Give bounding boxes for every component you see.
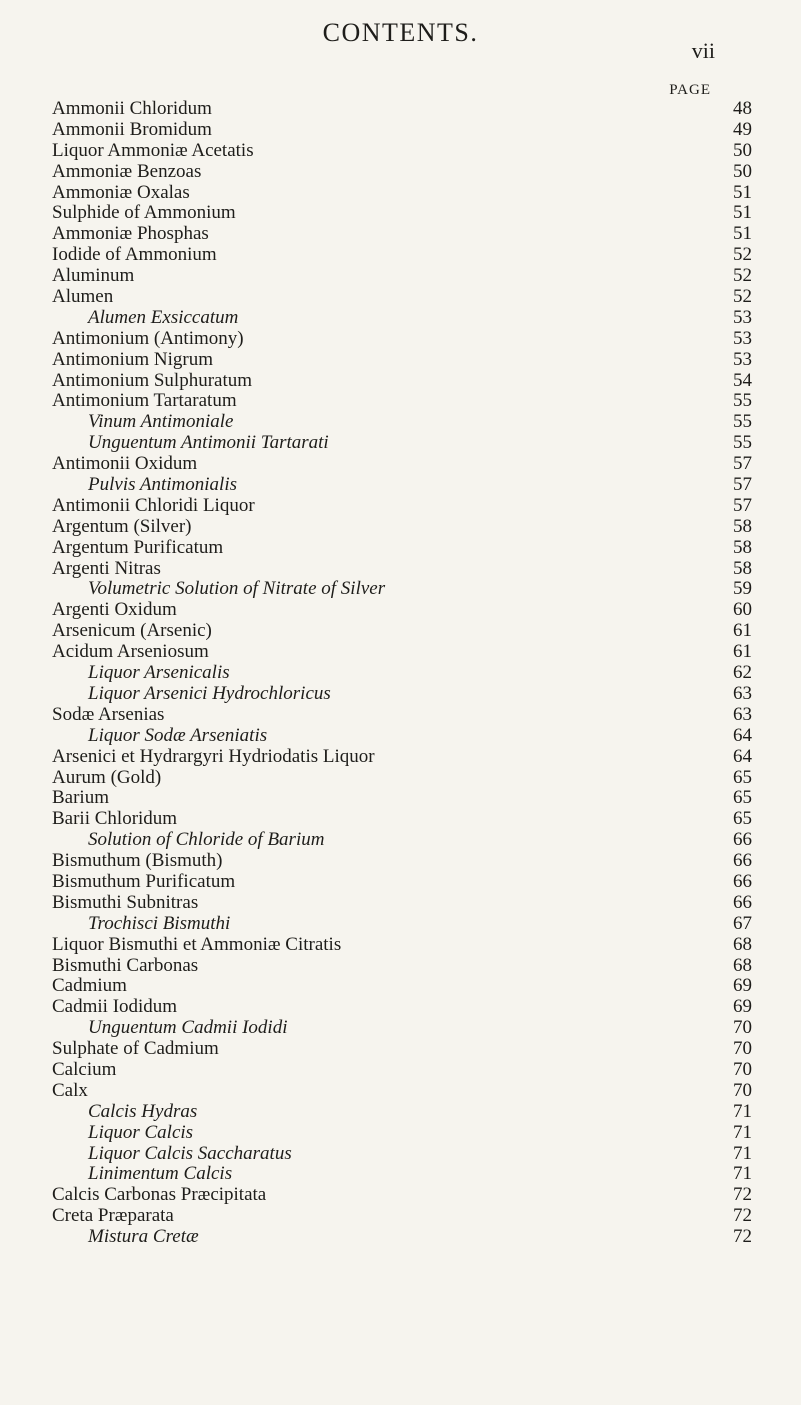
- contents-entry: [52, 997, 752, 1018]
- contents-entry: [52, 517, 752, 538]
- entry-title: Calx: [52, 1081, 94, 1102]
- contents-entry: [52, 162, 752, 183]
- entry-title: Aurum (Gold): [52, 768, 167, 789]
- entry-title: Mistura Cretæ: [88, 1227, 205, 1248]
- entry-title: Liquor Ammoniæ Acetatis: [52, 141, 260, 162]
- entry-title: Sulphide of Ammonium: [52, 203, 242, 224]
- entry-page-number: 65: [714, 768, 752, 789]
- entry-page-number: 52: [714, 287, 752, 308]
- entry-title: Antimonium Tartaratum: [52, 391, 243, 412]
- contents-entry: [52, 1081, 752, 1102]
- entry-page-number: 71: [714, 1123, 752, 1144]
- entry-page-number: 60: [714, 600, 752, 621]
- entry-title: Argentum Purificatum: [52, 538, 229, 559]
- entry-title: Ammoniæ Phosphas: [52, 224, 215, 245]
- entry-page-number: 68: [714, 935, 752, 956]
- entry-page-number: 71: [714, 1102, 752, 1123]
- entry-page-number: 64: [714, 726, 752, 747]
- contents-entry: [52, 391, 752, 412]
- contents-entry: [52, 538, 752, 559]
- contents-entry: [52, 872, 752, 893]
- contents-entry: [52, 705, 752, 726]
- contents-subentry: [52, 726, 752, 747]
- entry-title: Cadmium: [52, 976, 133, 997]
- entry-page-number: 64: [714, 747, 752, 768]
- page-column-label: PAGE: [669, 82, 711, 98]
- entry-page-number: 54: [714, 371, 752, 392]
- entry-page-number: 52: [714, 245, 752, 266]
- contents-entry: [52, 496, 752, 517]
- entry-title: Antimonium Nigrum: [52, 350, 219, 371]
- contents-subentry: [52, 1164, 752, 1185]
- entry-title: Linimentum Calcis: [88, 1164, 238, 1185]
- entry-title: Argenti Nitras: [52, 559, 167, 580]
- contents-list: [52, 99, 752, 1248]
- entry-title: Bismuthi Carbonas: [52, 956, 204, 977]
- entry-page-number: 48: [714, 99, 752, 120]
- entry-title: Barium: [52, 788, 115, 809]
- entry-title: Cadmii Iodidum: [52, 997, 183, 1018]
- entry-page-number: 69: [714, 997, 752, 1018]
- page-number: vii: [691, 38, 715, 63]
- entry-page-number: 59: [714, 579, 752, 600]
- entry-title: Liquor Sodæ Arseniatis: [88, 726, 273, 747]
- entry-page-number: 57: [714, 475, 752, 496]
- entry-page-number: 51: [714, 224, 752, 245]
- entry-title: Ammoniæ Benzoas: [52, 162, 207, 183]
- contents-entry: [52, 287, 752, 308]
- entry-page-number: 68: [714, 956, 752, 977]
- entry-title: Liquor Arsenicalis: [88, 663, 236, 684]
- entry-title: Antimonii Chloridi Liquor: [52, 496, 261, 517]
- contents-entry: [52, 1206, 752, 1227]
- contents-subentry: [52, 1102, 752, 1123]
- contents-subentry: [52, 1144, 752, 1165]
- contents-subentry: [52, 579, 752, 600]
- running-title: CONTENTS.: [322, 18, 479, 47]
- entry-page-number: 71: [714, 1164, 752, 1185]
- entry-title: Argenti Oxidum: [52, 600, 183, 621]
- entry-title: Solution of Chloride of Barium: [88, 830, 330, 851]
- contents-entry: [52, 120, 752, 141]
- contents-subentry: [52, 1123, 752, 1144]
- entry-title: Vinum Antimoniale: [88, 412, 239, 433]
- entry-title: Unguentum Cadmii Iodidi: [88, 1018, 294, 1039]
- entry-title: Argentum (Silver): [52, 517, 198, 538]
- contents-entry: [52, 1060, 752, 1081]
- entry-title: Liquor Arsenici Hydrochloricus: [88, 684, 337, 705]
- entry-page-number: 69: [714, 976, 752, 997]
- entry-title: Antimonii Oxidum: [52, 454, 203, 475]
- entry-title: Volumetric Solution of Nitrate of Silver: [88, 579, 391, 600]
- entry-page-number: 55: [714, 391, 752, 412]
- entry-title: Bismuthum (Bismuth): [52, 851, 229, 872]
- entry-page-number: 51: [714, 183, 752, 204]
- contents-subentry: [52, 914, 752, 935]
- entry-title: Ammoniæ Oxalas: [52, 183, 196, 204]
- entry-title: Antimonium (Antimony): [52, 329, 250, 350]
- entry-page-number: 61: [714, 642, 752, 663]
- entry-title: Iodide of Ammonium: [52, 245, 223, 266]
- contents-subentry: [52, 433, 752, 454]
- entry-title: Alumen: [52, 287, 119, 308]
- entry-page-number: 66: [714, 830, 752, 851]
- entry-title: Barii Chloridum: [52, 809, 183, 830]
- entry-page-number: 52: [714, 266, 752, 287]
- contents-subentry: [52, 412, 752, 433]
- entry-page-number: 67: [714, 914, 752, 935]
- entry-page-number: 53: [714, 308, 752, 329]
- entry-page-number: 58: [714, 538, 752, 559]
- contents-entry: [52, 454, 752, 475]
- entry-title: Bismuthi Subnitras: [52, 893, 204, 914]
- entry-title: Liquor Calcis Saccharatus: [88, 1144, 298, 1165]
- entry-title: Acidum Arseniosum: [52, 642, 215, 663]
- entry-page-number: 63: [714, 684, 752, 705]
- entry-title: Arsenicum (Arsenic): [52, 621, 218, 642]
- contents-entry: [52, 935, 752, 956]
- entry-page-number: 58: [714, 517, 752, 538]
- contents-entry: [52, 266, 752, 287]
- entry-page-number: 65: [714, 788, 752, 809]
- entry-page-number: 58: [714, 559, 752, 580]
- entry-page-number: 53: [714, 329, 752, 350]
- entry-title: Trochisci Bismuthi: [88, 914, 236, 935]
- contents-entry: [52, 329, 752, 350]
- entry-title: Calcis Carbonas Præcipitata: [52, 1185, 272, 1206]
- entry-title: Liquor Calcis: [88, 1123, 199, 1144]
- contents-entry: [52, 371, 752, 392]
- contents-entry: [52, 203, 752, 224]
- entry-title: Aluminum: [52, 266, 140, 287]
- contents-entry: [52, 851, 752, 872]
- contents-entry: [52, 224, 752, 245]
- contents-subentry: [52, 308, 752, 329]
- entry-page-number: 63: [714, 705, 752, 726]
- entry-page-number: 57: [714, 496, 752, 517]
- entry-page-number: 61: [714, 621, 752, 642]
- entry-title: Pulvis Antimonialis: [88, 475, 243, 496]
- entry-title: Antimonium Sulphuratum: [52, 371, 258, 392]
- contents-entry: [52, 747, 752, 768]
- contents-entry: [52, 956, 752, 977]
- entry-title: Sulphate of Cadmium: [52, 1039, 225, 1060]
- entry-page-number: 57: [714, 454, 752, 475]
- contents-entry: [52, 559, 752, 580]
- entry-page-number: 66: [714, 893, 752, 914]
- contents-subentry: [52, 1018, 752, 1039]
- contents-entry: [52, 183, 752, 204]
- contents-subentry: [52, 1227, 752, 1248]
- contents-entry: [52, 1039, 752, 1060]
- contents-entry: [52, 600, 752, 621]
- contents-entry: [52, 893, 752, 914]
- entry-page-number: 50: [714, 141, 752, 162]
- entry-page-number: 65: [714, 809, 752, 830]
- entry-page-number: 66: [714, 851, 752, 872]
- entry-title: Alumen Exsiccatum: [88, 308, 244, 329]
- entry-page-number: 70: [714, 1039, 752, 1060]
- entry-page-number: 70: [714, 1060, 752, 1081]
- contents-subentry: [52, 830, 752, 851]
- entry-page-number: 72: [714, 1206, 752, 1227]
- contents-entry: [52, 350, 752, 371]
- contents-entry: [52, 141, 752, 162]
- entry-title: Ammonii Bromidum: [52, 120, 218, 141]
- entry-title: Creta Præparata: [52, 1206, 180, 1227]
- entry-title: Arsenici et Hydrargyri Hydriodatis Liquor: [52, 747, 381, 768]
- entry-page-number: 55: [714, 433, 752, 454]
- entry-page-number: 53: [714, 350, 752, 371]
- entry-page-number: 71: [714, 1144, 752, 1165]
- contents-subentry: [52, 663, 752, 684]
- entry-title: Calcium: [52, 1060, 122, 1081]
- entry-page-number: 72: [714, 1185, 752, 1206]
- contents-entry: [52, 642, 752, 663]
- entry-page-number: 51: [714, 203, 752, 224]
- entry-page-number: 72: [714, 1227, 752, 1248]
- entry-page-number: 55: [714, 412, 752, 433]
- contents-entry: [52, 809, 752, 830]
- entry-page-number: 50: [714, 162, 752, 183]
- contents-entry: [52, 621, 752, 642]
- entry-page-number: 49: [714, 120, 752, 141]
- contents-entry: [52, 1185, 752, 1206]
- contents-entry: [52, 976, 752, 997]
- entry-page-number: 70: [714, 1081, 752, 1102]
- contents-subentry: [52, 475, 752, 496]
- entry-title: Unguentum Antimonii Tartarati: [88, 433, 335, 454]
- entry-page-number: 62: [714, 663, 752, 684]
- contents-entry: [52, 99, 752, 120]
- entry-title: Calcis Hydras: [88, 1102, 203, 1123]
- entry-title: Liquor Bismuthi et Ammoniæ Citratis: [52, 935, 347, 956]
- contents-entry: [52, 245, 752, 266]
- contents-entry: [52, 768, 752, 789]
- entry-title: Sodæ Arsenias: [52, 705, 170, 726]
- entry-page-number: 66: [714, 872, 752, 893]
- contents-entry: [52, 788, 752, 809]
- contents-subentry: [52, 684, 752, 705]
- entry-title: Bismuthum Purificatum: [52, 872, 241, 893]
- entry-page-number: 70: [714, 1018, 752, 1039]
- entry-title: Ammonii Chloridum: [52, 99, 218, 120]
